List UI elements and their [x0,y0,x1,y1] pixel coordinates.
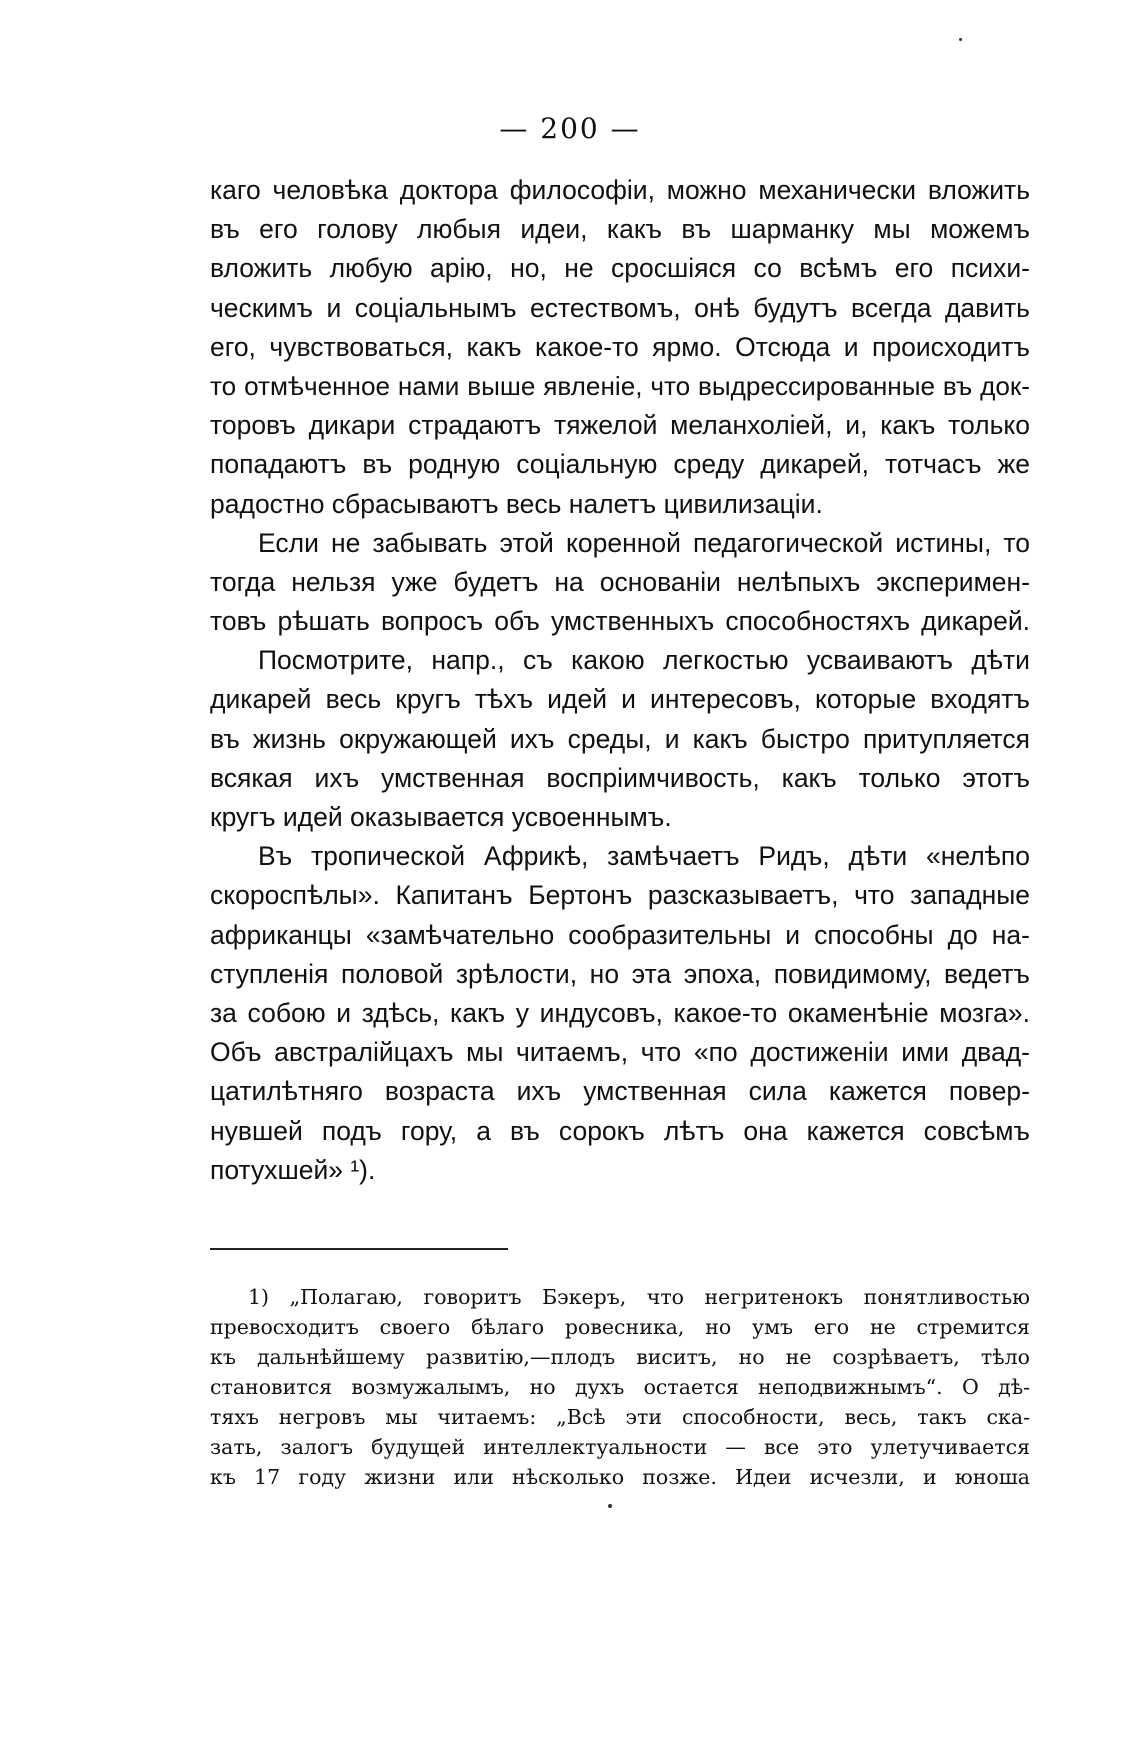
text-line: въ жизнь окружающей ихъ среды, и какъ быстро притупляется [210,723,1030,754]
text-line: товъ рѣшать вопросъ объ умственныхъ способностяхъ дикарей. [210,606,1030,637]
footnote-line: превосходитъ своего бѣлаго ровесника, но умъ его не стремится [210,1315,1030,1339]
main-text [210,171,1030,1190]
text-line: Объ австралійцахъ мы читаемъ, что «по достиженіи ими двад- [210,1037,1030,1068]
footnote [210,1282,1030,1492]
text-line: попадаютъ въ родную соціальную среду дикарей, тотчасъ же [210,449,1030,480]
footnote-divider [210,1248,508,1250]
text-line: Посмотрите, напр., съ какою легкостью усваиваютъ дѣти [258,645,1030,676]
text-line: цатилѣтняго возраста ихъ умственная сила кажется повер- [210,1076,1030,1107]
text-line: Въ тропической Африкѣ, замѣчаетъ Ридъ, дѣти «нелѣпо [258,841,1030,872]
text-line: радостно сбрасываютъ весь налетъ цивилизаціи. [210,488,823,519]
footnote-line: къ дальнѣйшему развитію,—плодъ виситъ, но не созрѣваетъ, тѣло [210,1345,1030,1369]
text-line: нувшей подъ гору, а въ сорокъ лѣтъ она кажется совсѣмъ [210,1115,1030,1146]
text-line: тогда нельзя уже будетъ на основаніи нелѣпыхъ эксперимен- [210,566,1030,597]
footnote-line: къ 17 году жизни или нѣсколько позже. Идеи исчезли, и юноша [210,1465,1030,1489]
text-line: кругъ идей оказывается усвоеннымъ. [210,802,672,832]
footnote-line: становится возмужалымъ, но духъ остается неподвижнымъ“. О дѣ- [210,1375,1030,1399]
text-line: его, чувствоваться, какъ какое-то ярмо. Отсюда и происходитъ [210,331,1030,362]
print-speck [608,1504,612,1508]
text-line: то отмѣченное нами выше явленіе, что выдрессированные въ док- [210,370,1030,401]
text-line: каго человѣка доктора философіи, можно механически вложить [210,175,1030,205]
text-line: ступленія половой зрѣлости, но эта эпоха, повидимому, ведетъ [210,958,1030,989]
text-line: ческимъ и соціальнымъ естествомъ, онѣ будутъ всегда давить [210,292,1030,323]
page-number: — 200 — [499,112,641,145]
print-speck [959,38,962,41]
text-line: всякая ихъ умственная воспріимчивость, какъ только этотъ [210,762,1030,793]
footnote-line: тяхъ негровъ мы читаемъ: „Всѣ эти способности, весь, такъ ска- [210,1405,1030,1429]
text-line: потухшей» ¹). [210,1154,376,1185]
text-line: африканцы «замѣчательно сообразительны и способны до на- [210,919,1030,950]
text-line: Если не забывать этой коренной педагогической истины, то [258,527,1030,558]
text-line: за собою и здѣсь, какъ у индусовъ, какое-то окаменѣніе мозга». [210,997,1030,1028]
text-line: торовъ дикари страдаютъ тяжелой меланхоліей, и, какъ только [210,410,1030,441]
text-line: въ его голову любыя идеи, какъ въ шарманку мы можемъ [210,214,1030,245]
text-line: дикарей весь кругъ тѣхъ идей и интересовъ, которые входятъ [210,684,1030,715]
footnote-line: зать, залогъ будущей интеллектуальности — все это улетучивается [210,1435,1030,1459]
text-line: вложить любую арію, но, не сросшіяся со всѣмъ его психи- [210,253,1030,284]
footnote-line: 1) „Полагаю, говоритъ Бэкеръ, что негритенокъ понятливостью [248,1285,1030,1309]
text-line: скороспѣлы». Капитанъ Бертонъ разсказываетъ, что западные [210,880,1030,911]
